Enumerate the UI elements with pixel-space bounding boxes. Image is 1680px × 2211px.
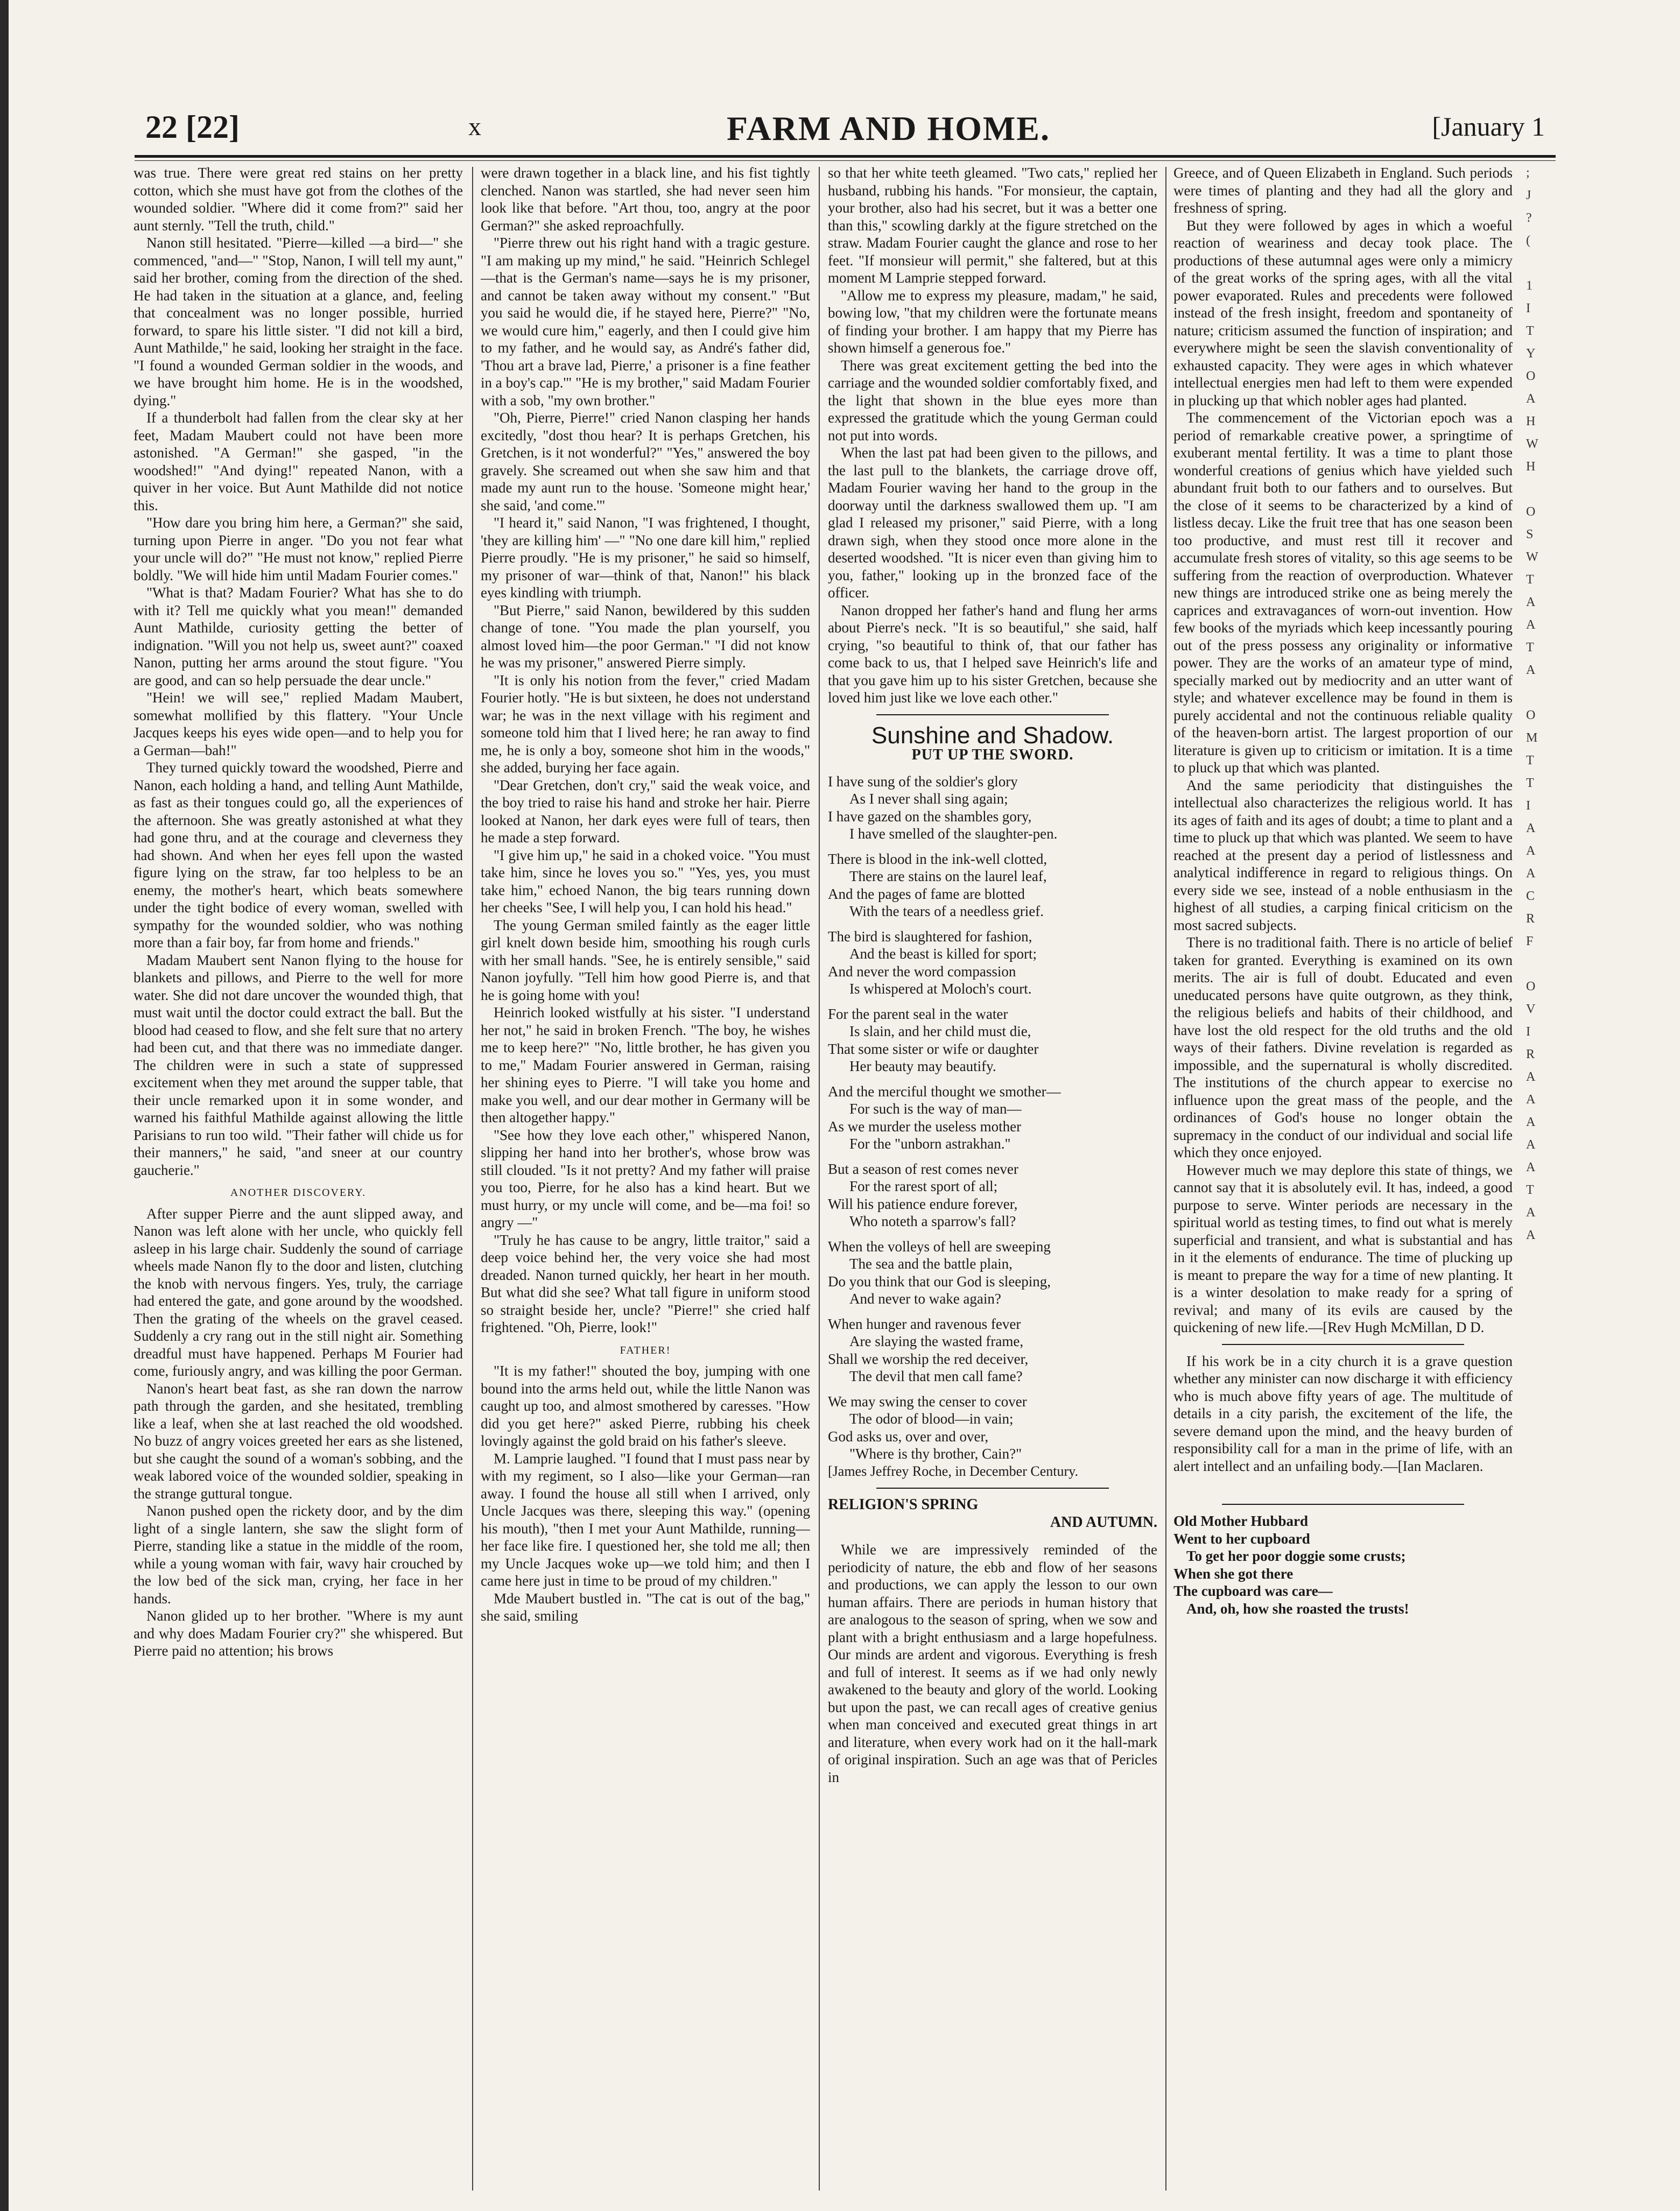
paragraph: Nanon dropped her father's hand and flung her arms about Pierre's neck. "It is so beautiful," she said, half crying, "so beautiful to think of, that our father has come back to us, that I helped save Heinrich's life and that you gave him up to his sister Gretchen, because she loved him just like we love each other." [828, 602, 1157, 706]
edge-fragment: Y [1526, 347, 1536, 361]
poem-line: When hunger and ravenous fever [828, 1315, 1021, 1332]
edge-fragment: O [1526, 369, 1536, 383]
edge-fragment: S [1526, 527, 1534, 541]
edge-fragment: A [1526, 844, 1536, 858]
edge-fragment [1526, 478, 1677, 501]
poem-line: The devil that men call fame? [849, 1368, 1023, 1384]
masthead-rule [135, 155, 1556, 158]
edge-fragment: A [1526, 867, 1536, 881]
paragraph: Nanon glided up to her brother. "Where is my aunt and why does Madam Fourier cry?" she whispered. But Pierre paid no attention; his brows [133, 1608, 463, 1659]
column-2 [481, 164, 810, 2166]
edge-fragment: T [1526, 754, 1534, 767]
paragraph: Nanon still hesitated. "Pierre—killed —a bird—" she commenced, "and—" "Stop, Nanon, I will tell my aunt," said her brother, coming from the direction of the shed. He had taken in the situation at a glance, and, feeling that concealment was no longer possible, hurried forward, to spare his little sister. "I did not kill a bird, Aunt Mathilde," he said, looking her straight in the face. "I found a wounded German soldier in the woods, and we have brought him home. He is in the woodshed, dying." [133, 235, 463, 409]
poem-line: With the tears of a needless grief. [849, 903, 1044, 919]
poem-line: I have sung of the soldier's glory [828, 773, 1018, 790]
edge-fragment: C [1526, 889, 1535, 903]
section-headline: Sunshine and Shadow. [871, 722, 1114, 749]
paragraph: Nanon pushed open the rickety door, and by the dim light of a single lantern, she saw the slight form of Pierre, standing like a statue in the middle of the room, while a young woman with fair, wavy hair crouched by the low bed of the sick man, crying, her face in her hands. [133, 1503, 463, 1607]
masthead-rule-thin [135, 160, 1556, 161]
edge-fragment: A [1526, 1138, 1536, 1152]
poem-line: Is slain, and her child must die, [849, 1023, 1031, 1039]
section-rule [1222, 1504, 1464, 1505]
edge-fragment: W [1526, 550, 1538, 564]
poem-stanza [828, 928, 1157, 998]
edge-fragment: ( [1526, 234, 1530, 248]
rhyme-line: To get her poor doggie some crusts; [1186, 1548, 1406, 1564]
spacer [1173, 1475, 1513, 1496]
paragraph: "Hein! we will see," replied Madam Maubert, somewhat mollified by this flattery. "Your Uncle Jacques keeps his eyes wide open—and to help you for a German—bah!" [133, 689, 463, 758]
poem-line: Who noteth a sparrow's fall? [849, 1213, 1016, 1229]
article-title: RELIGION'S SPRING [828, 1496, 979, 1513]
edge-fragment: A [1526, 595, 1536, 609]
section-rule [876, 1488, 1109, 1489]
edge-fragment: R [1526, 912, 1535, 926]
poem-line: Are slaying the wasted frame, [849, 1333, 1024, 1349]
paragraph: But they were followed by ages in which a woeful reaction of weariness and decay took place. The productions of these autumnal ages were only a mimicry of the great works of the spring ages, with all the vital power evaporated. Rules and precedents were followed instead of the fresh insight, freedom and spontaneity of nature; criticism assumed the function of inspiration; and everywhere might be seen the slavish conventionality of exhausted capacity. They were ages in which whatever intellectual energies men had left to them were expended in plucking up that which nobler ages had planted. [1173, 217, 1513, 409]
paragraph: After supper Pierre and the aunt slipped away, and Nanon was left alone with her uncle, who quickly fell asleep in his large chair. Suddenly the sound of carriage wheels made Nanon fly to the door and listen, clutching the knob with nervous fingers. Yes, truly, the carriage had entered the gate, and gone around by the woodshed. Then the grating of the wheels on the gravel ceased. Suddenly a cry rang out in the still night air. Something dreadful must have happened. Perhaps M Fourier had come, furiously angry, and was killing the poor German. [133, 1205, 463, 1379]
paragraph: "But Pierre," said Nanon, bewildered by this sudden change of tone. "You made the plan yourself, you almost loved him—the poor German." "I did not know he was my prisoner," answered Pierre simply. [481, 602, 810, 671]
paragraph: The young German smiled faintly as the eager little girl knelt down beside him, smoothing his rough curls with her small hands. "See, he is entirely sensible," said Nanon joyfully. "Tell him how good Pierre is, and that he is going home with you! [481, 917, 810, 1003]
paragraph: "It is my father!" shouted the boy, jumping with one bound into the arms held out, while the little Nanon was caught up too, and almost smothered by caresses. "How did you get here?" asked Pierre, rubbing his cheek lovingly against the gold braid on his father's sleeve. [481, 1363, 810, 1449]
publication-title: FARM AND HOME. [727, 109, 1050, 147]
edge-fragment: A [1526, 663, 1536, 677]
paragraph: If a thunderbolt had fallen from the clear sky at her feet, Madam Maubert could not have been more astonished. "A German!" she gasped, "in the woodshed!" "And dying!" repeated Nanon, with a quiver in her voice. But Aunt Mathilde did not notice this. [133, 410, 463, 513]
edge-fragment: A [1526, 1206, 1536, 1220]
paragraph: They turned quickly toward the woodshed, Pierre and Nanon, each holding a hand, and telling Aunt Mathilde, as fast as their tongues could go, all the experiences of the afternoon. She was greatly astonished at what they had gone thru, and at the courage and cleverness they had shown. And when her eyes fell upon the wasted figure lying on the straw, far too helpless to be an enemy, the mother's heart, which beats somewhere under the tight bodice of every woman, swelled with sympathy for the wounded soldier, who was nothing more than a fair boy, far from home and friends." [133, 759, 463, 950]
subheading: ANOTHER DISCOVERY. [230, 1187, 367, 1199]
edge-fragment: A [1526, 1093, 1536, 1107]
edge-fragment: ? [1526, 211, 1532, 225]
edge-fragment: R [1526, 1047, 1535, 1061]
paragraph: And the same periodicity that distinguishes the intellectual also characterizes the religious world. It has its ages of faith and its ages of doubt; a time to plant and a time to pluck up that which was planted. We seem to have reached at the present day a period of listlessness and analytical indifference in regard to religious things. On every side we see, instead of a noble enthusiasm in the highest of all studies, a carping finical criticism on the most sacred subjects. [1173, 777, 1513, 933]
paragraph: "What is that? Madam Fourier? What has she to do with it? Tell me quickly what you mean!" demanded Aunt Mathilde, curiosity getting the better of indignation. "Will you not help us, sweet aunt?" coaxed Nanon, putting her arms around the stout figure. "You are good, and can so help persuade the dear uncle." [133, 585, 463, 688]
column-divider [1165, 167, 1166, 2191]
paragraph: Greece, and of Queen Elizabeth in England. Such periods were times of planting and they had all the glory and freshness of spring. [1173, 165, 1513, 216]
page-edge-shadow [0, 0, 9, 2211]
edge-fragment [1526, 681, 1677, 704]
paragraph: There is no traditional faith. There is no article of belief taken for granted. Everything is examined on its own merits. The air is full of doubt. Educated and even uneducated persons have quite outgrown, as they think, the religious beliefs and habits of their childhood, and have lost the old respect for the old truths and the old ways of their fathers. Divine revelation is regarded as impossible, and the supernatural is wholly discredited. The institutions of the church appear to exercise no influence upon the great mass of the people, and the ordinances of God's house no longer obtain the supremacy in the conduct of our individual and social life which they once enjoyed. [1173, 934, 1513, 1160]
edge-fragment: I [1526, 301, 1530, 315]
section-rule [876, 714, 1109, 715]
edge-fragment: V [1526, 1002, 1536, 1016]
edge-fragment: T [1526, 324, 1534, 338]
edge-fragment: I [1526, 799, 1530, 813]
edge-fragment: H [1526, 414, 1536, 428]
masthead-mark: x [468, 112, 481, 141]
poem-stanza [828, 773, 1157, 843]
poem-line: "Where is thy brother, Cain?" [849, 1446, 1022, 1462]
edge-fragment: A [1526, 1070, 1536, 1084]
rhyme-line: Old Mother Hubbard [1173, 1513, 1309, 1529]
poem-line: Is whispered at Moloch's court. [849, 981, 1032, 997]
poem-line: That some sister or wife or daughter [828, 1040, 1039, 1057]
poem-stanza [828, 1083, 1157, 1153]
poem-line: For the rarest sport of all; [849, 1178, 998, 1194]
poem [828, 773, 1157, 1463]
edge-fragment: O [1526, 505, 1536, 519]
poem-line: I have smelled of the slaughter-pen. [849, 826, 1058, 842]
edge-fragment: J [1526, 188, 1531, 202]
edge-fragment: T [1526, 776, 1534, 790]
poem-stanza [828, 850, 1157, 920]
paragraph: were drawn together in a black line, and his fist tightly clenched. Nanon was startled, she had never seen him look like that before. "Art thou, too, angry at the poor German?" she asked reproachfully. [481, 165, 810, 234]
poem-line: And the beast is killed for sport; [849, 946, 1037, 962]
poem-line: And never to wake again? [849, 1291, 1001, 1307]
edge-fragment: O [1526, 708, 1536, 722]
poem-stanza [828, 1315, 1157, 1385]
paragraph: "Oh, Pierre, Pierre!" cried Nanon clasping her hands excitedly, "dost thou hear? It is perhaps Gretchen, his Gretchen, is it not wonderful?" "Yes," answered the boy gravely. She screamed out when she saw him and that made my aunt run to the house. 'Someone might hear,' she said, 'and come.'" [481, 410, 810, 513]
edge-fragment: I [1526, 1025, 1530, 1039]
poem-line: When the volleys of hell are sweeping [828, 1238, 1051, 1255]
poem-line: And never the word compassion [828, 963, 1016, 980]
edge-fragment: H [1526, 460, 1536, 474]
paragraph: However much we may deplore this state of things, we cannot say that it is absolutely evil. It has, indeed, a good purpose to serve. Winter periods are necessary in the spiritual world as testing times, to find out what is merely superficial and transient, and what is substantial and has in it the elements of endurance. The time of plucking up is meant to prepare the way for a time of new planting. It is a winter desolation to make ready for a spring of revival; and many of its evils are caused by the quickening of new life.—[Rev Hugh McMillan, D D. [1173, 1161, 1513, 1335]
paragraph: Heinrich looked wistfully at his sister. "I understand her not," he said in broken French. "The boy, he wishes me to keep here?" "No, little brother, he has given you to me," Madam Fourier answered in German, raising her shining eyes to Pierre. "I will take you home and make you well, and our dear mother in Germany will be then altogether happy." [481, 1004, 810, 1125]
column-4 [1173, 164, 1513, 2166]
masthead [145, 109, 1545, 157]
poem-stanza [828, 1005, 1157, 1075]
paragraph: "See how they love each other," whispered Nanon, slipping her hand into her brother's, whose brow was still clouded. "Is it not pretty? And my father will praise you too, Pierre, for he also has a kind heart. But we must hurry, or my uncle will come, and be—ma foi! so angry —" [481, 1126, 810, 1230]
edge-fragment: O [1526, 980, 1536, 994]
poem-line: Do you think that our God is sleeping, [828, 1273, 1051, 1290]
poem-line: The sea and the battle plain, [849, 1256, 1013, 1272]
edge-fragment: ; [1526, 166, 1530, 180]
paragraph: The commencement of the Victorian epoch was a period of remarkable creative power, a springtime of exuberant mental fertility. It was a time to plant those wonderful creations of genius which have yielded such abundant fruit both to our fathers and to ourselves. But the close of it seems to be characterized by a kind of listless decay. Like the fruit tree that has one season been too productive, and must rest till it recover and accumulate fresh stores of vitality, so this age seems to be suffering from the reaction of overproduction. Whatever new things are introduced strike one as being merely the caprices and extravagances of worn-out invention. How few books of the myriads which keep incessantly pouring out of the press possess any originality or informative power. They are the works of an amateur type of mind, specially marked out by mediocrity and an utter want of style; and whatever excellence may be found in them is purely accidental and not the continuous reliable quality of the heaven-born artist. The largest proportion of our literature is given up to criticism or imitation. It is a time to pluck up that which was planted. [1173, 410, 1513, 776]
poem-line: But a season of rest comes never [828, 1160, 1018, 1177]
poem-line: The odor of blood—in vain; [849, 1411, 1014, 1427]
rhyme-line: And, oh, how she roasted the trusts! [1186, 1600, 1409, 1617]
poem-line: Shall we worship the red deceiver, [828, 1350, 1029, 1367]
paragraph: "Truly he has cause to be angry, little traitor," said a deep voice behind her, the very voice she had most dreaded. Nanon turned quickly, her heart in her mouth. But what did she see? What tall figure in uniform stood so straight beside her, uncle? "Pierre!" she cried half frightened. "Oh, Pierre, look!" [481, 1231, 810, 1335]
poem-line: Will his patience endure forever, [828, 1195, 1018, 1212]
edge-fragment: W [1526, 437, 1538, 451]
paragraph: "Pierre threw out his right hand with a tragic gesture. "I am making up my mind," he said. "Heinrich Schlegel—that is the German's name—says he is my prisoner, and cannot be taken away without my consent." "But you said he would die, if he stayed here, Pierre?" "No, we would cure him," eagerly, and then I could give him to my father, and he would say, as André's father did, 'Thou art a brave lad, Pierre,' a prisoner is a fine feather in a boy's cap.'" "He is my brother," said Madam Fourier with a sob, "my own brother." [481, 235, 810, 409]
paragraph: "It is only his notion from the fever," cried Madam Fourier hotly. "He is but sixteen, he does not understand war; he was in the next village with his regiment and someone told him that I lived here; he ran away to find me, he is only a boy, someone shot him in the woods," she added, burying her face again. [481, 672, 810, 776]
paragraph: so that her white teeth gleamed. "Two cats," replied her husband, rubbing his hands. "For monsieur, the captain, your brother, also had his secret, but it was a better one than this," scowling darkly at the figure stretched on the straw. Madam Fourier caught the glance and rose to her feet. "If monsieur will permit," she faltered, but at this moment M Lamprie stepped forward. [828, 165, 1157, 286]
poem-line: God asks us, over and over, [828, 1428, 989, 1445]
poem-line: I have gazed on the shambles gory, [828, 808, 1032, 825]
paragraph: "How dare you bring him here, a German?" she said, turning upon Pierre in anger. "Do you not fear what your uncle will do?" "He must not know," replied Pierre boldly. "We will hide him until Madam Fourier comes." [133, 515, 463, 583]
poem-line: There are stains on the laurel leaf, [849, 868, 1047, 884]
paragraph: "Dear Gretchen, don't cry," said the weak voice, and the boy tried to raise his hand and stroke her hair. Pierre looked at Nanon, her dark eyes were full of tears, then he made a step forward. [481, 777, 810, 846]
edge-fragment [1526, 252, 1677, 274]
poem-line: Her beauty may beautify. [849, 1058, 996, 1074]
column-3 [828, 164, 1157, 2166]
poem-line: For the "unborn astrakhan." [849, 1136, 1011, 1152]
paragraph: M. Lamprie laughed. "I found that I must pass near by with my regiment, so I also—like your German—ran away. I found the house all still when I arrived, only Uncle Jacques was there, sleeping this way." (opening his mouth), "then I met your Aunt Mathilde, running—her face like fire. I questioned her, she told me all; then my Uncle Jacques woke up—we told him; and then I came here just in time to be proud of my children." [481, 1450, 810, 1589]
poem-line: As we murder the useless mother [828, 1118, 1022, 1135]
page-number: 22 [22] [145, 109, 240, 145]
column-1 [133, 164, 463, 2166]
paragraph: If his work be in a city church it is a grave question whether any minister can now discharge it with efficiency who is much above fifty years of age. The multitude of details in a city parish, the excitement of the life, the severe demand upon the mind, and the heavy burden of responsibility call for a man in the prime of life, with an alert intellect and an unfailing body.—[Ian Maclaren. [1173, 1353, 1513, 1474]
paragraph: Mde Maubert bustled in. "The cat is out of the bag," she said, smiling [481, 1590, 810, 1624]
column-divider [472, 167, 473, 2191]
poem-line: For the parent seal in the water [828, 1005, 1008, 1022]
article-title-continued: AND AUTUMN. [1050, 1513, 1157, 1531]
poem-line: We may swing the censer to cover [828, 1393, 1027, 1410]
poem-stanza [828, 1160, 1157, 1230]
section-rule [1222, 1344, 1464, 1345]
issue-date: [January 1 [1432, 111, 1545, 142]
paragraph: Nanon's heart beat fast, as she ran down the narrow path through the garden, and she hesitated, trembling like a leaf, when she at last reached the old woodshed. No buzz of angry voices greeted her ears as she listened, but she caught the sound of a woman's sobbing, and the weak labored voice of the wounded soldier, speaking in the strange guttural tongue. [133, 1380, 463, 1502]
paragraph: Madam Maubert sent Nanon flying to the house for blankets and pillows, and Pierre to the well for more water. She did not dare uncover the wounded thigh, that must wait until the doctor could extract the ball. But the blood had ceased to flow, and she felt sure that no artery had been cut, and that there was no immediate danger. The children were in such a state of suppressed excitement when they met around the supper table, that their uncle remarked upon it in some wonder, and warned his faithful Mathilde against allowing the little Parisians to run too wild. "Their father will chide us for their manners," he said, "and sneer at our country gaucherie." [133, 952, 463, 1178]
poem-line: For such is the way of man— [849, 1101, 1022, 1117]
poem-stanza [828, 1238, 1157, 1308]
edge-fragment: M [1526, 731, 1538, 745]
paragraph: "Allow me to express my pleasure, madam," he said, bowing low, "that my children were the fortunate means of finding your brother. I am happy that my Pierre has shown himself a generous foe." [828, 287, 1157, 356]
edge-fragment: A [1526, 1160, 1536, 1174]
paragraph: While we are impressively reminded of the periodicity of nature, the ebb and flow of her seasons and productions, we can apply the lesson to our own human affairs. There are periods in human history that are analogous to the season of spring, when we sow and plant with a bright enthusiasm and a large hopefulness. Our minds are ardent and vigorous. Everything is fresh and full of interest. It seems as if we had only newly awakened to the beauty and glory of the world. Looking but upon the past, we can recall ages of creative genius when man conceived and executed great things in art and literature, when every work had on it the hall-mark of original inspiration. Such an age was that of Pericles in [828, 1541, 1157, 1785]
edge-fragment: T [1526, 640, 1534, 654]
edge-fragment: 1 [1526, 279, 1533, 293]
poem-line: As I never shall sing again; [849, 791, 1008, 807]
edge-fragment: A [1526, 1228, 1536, 1242]
poem-attribution: [James Jeffrey Roche, in December Century. [828, 1463, 1078, 1479]
rhyme-line: Went to her cupboard [1173, 1530, 1310, 1547]
poem-stanza [828, 1393, 1157, 1463]
subheading: FATHER! [620, 1344, 671, 1356]
column-divider [819, 167, 820, 2191]
rhyme [1173, 1512, 1513, 1617]
paragraph: When the last pat had been given to the pillows, and the last pull to the blankets, the carriage drove off, Madam Fourier waving her hand to the group in the doorway until the darkness swallowed them up. "I am glad I released my prisoner," said Pierre, with a long drawn sigh, when they stood once more alone in the deserted woodshed. "It is nicer even than giving him to you, father," looking up in the bronzed face of the officer. [828, 445, 1157, 601]
edge-fragment [1526, 953, 1677, 975]
adjacent-page-edge [1526, 161, 1677, 2153]
rhyme-line: When she got there [1173, 1565, 1294, 1582]
poem-line: There is blood in the ink-well clotted, [828, 850, 1048, 867]
rhyme-line: The cupboard was care— [1173, 1583, 1333, 1599]
edge-fragment: F [1526, 934, 1534, 948]
edge-fragment: T [1526, 573, 1534, 587]
edge-fragment: A [1526, 1115, 1536, 1129]
paragraph: "I heard it," said Nanon, "I was frightened, I thought, 'they are killing him' —" "No one dare kill him," replied Pierre proudly. "He is my prisoner," he said so himself, my prisoner of war—think of that, Nanon!" his black eyes kindling with triumph. [481, 515, 810, 601]
edge-fragment: A [1526, 618, 1536, 632]
paragraph: There was great excitement getting the bed into the carriage and the wounded soldier comfortably fixed, and the light that shown in the blue eyes more than expressed the gratitude which the young German could not put into words. [828, 357, 1157, 443]
paragraph: was true. There were great red stains on her pretty cotton, which she must have got from the clothes of the wounded soldier. "Where did it come from?" said her aunt sternly. "Tell the truth, child." [133, 165, 463, 234]
poem-line: And the merciful thought we smother— [828, 1083, 1061, 1100]
poem-title: PUT UP THE SWORD. [911, 747, 1074, 763]
edge-fragment: A [1526, 392, 1536, 406]
poem-line: And the pages of fame are blotted [828, 885, 1025, 902]
paragraph: "I give him up," he said in a choked voice. "You must take him, since he loves you so." "Yes, yes, you must take him," echoed Nanon, the big tears running down her cheeks "See, I will help you, I can hold his head." [481, 847, 810, 916]
poem-line: The bird is slaughtered for fashion, [828, 928, 1032, 945]
edge-fragment: T [1526, 1183, 1534, 1197]
edge-fragment: A [1526, 821, 1536, 835]
